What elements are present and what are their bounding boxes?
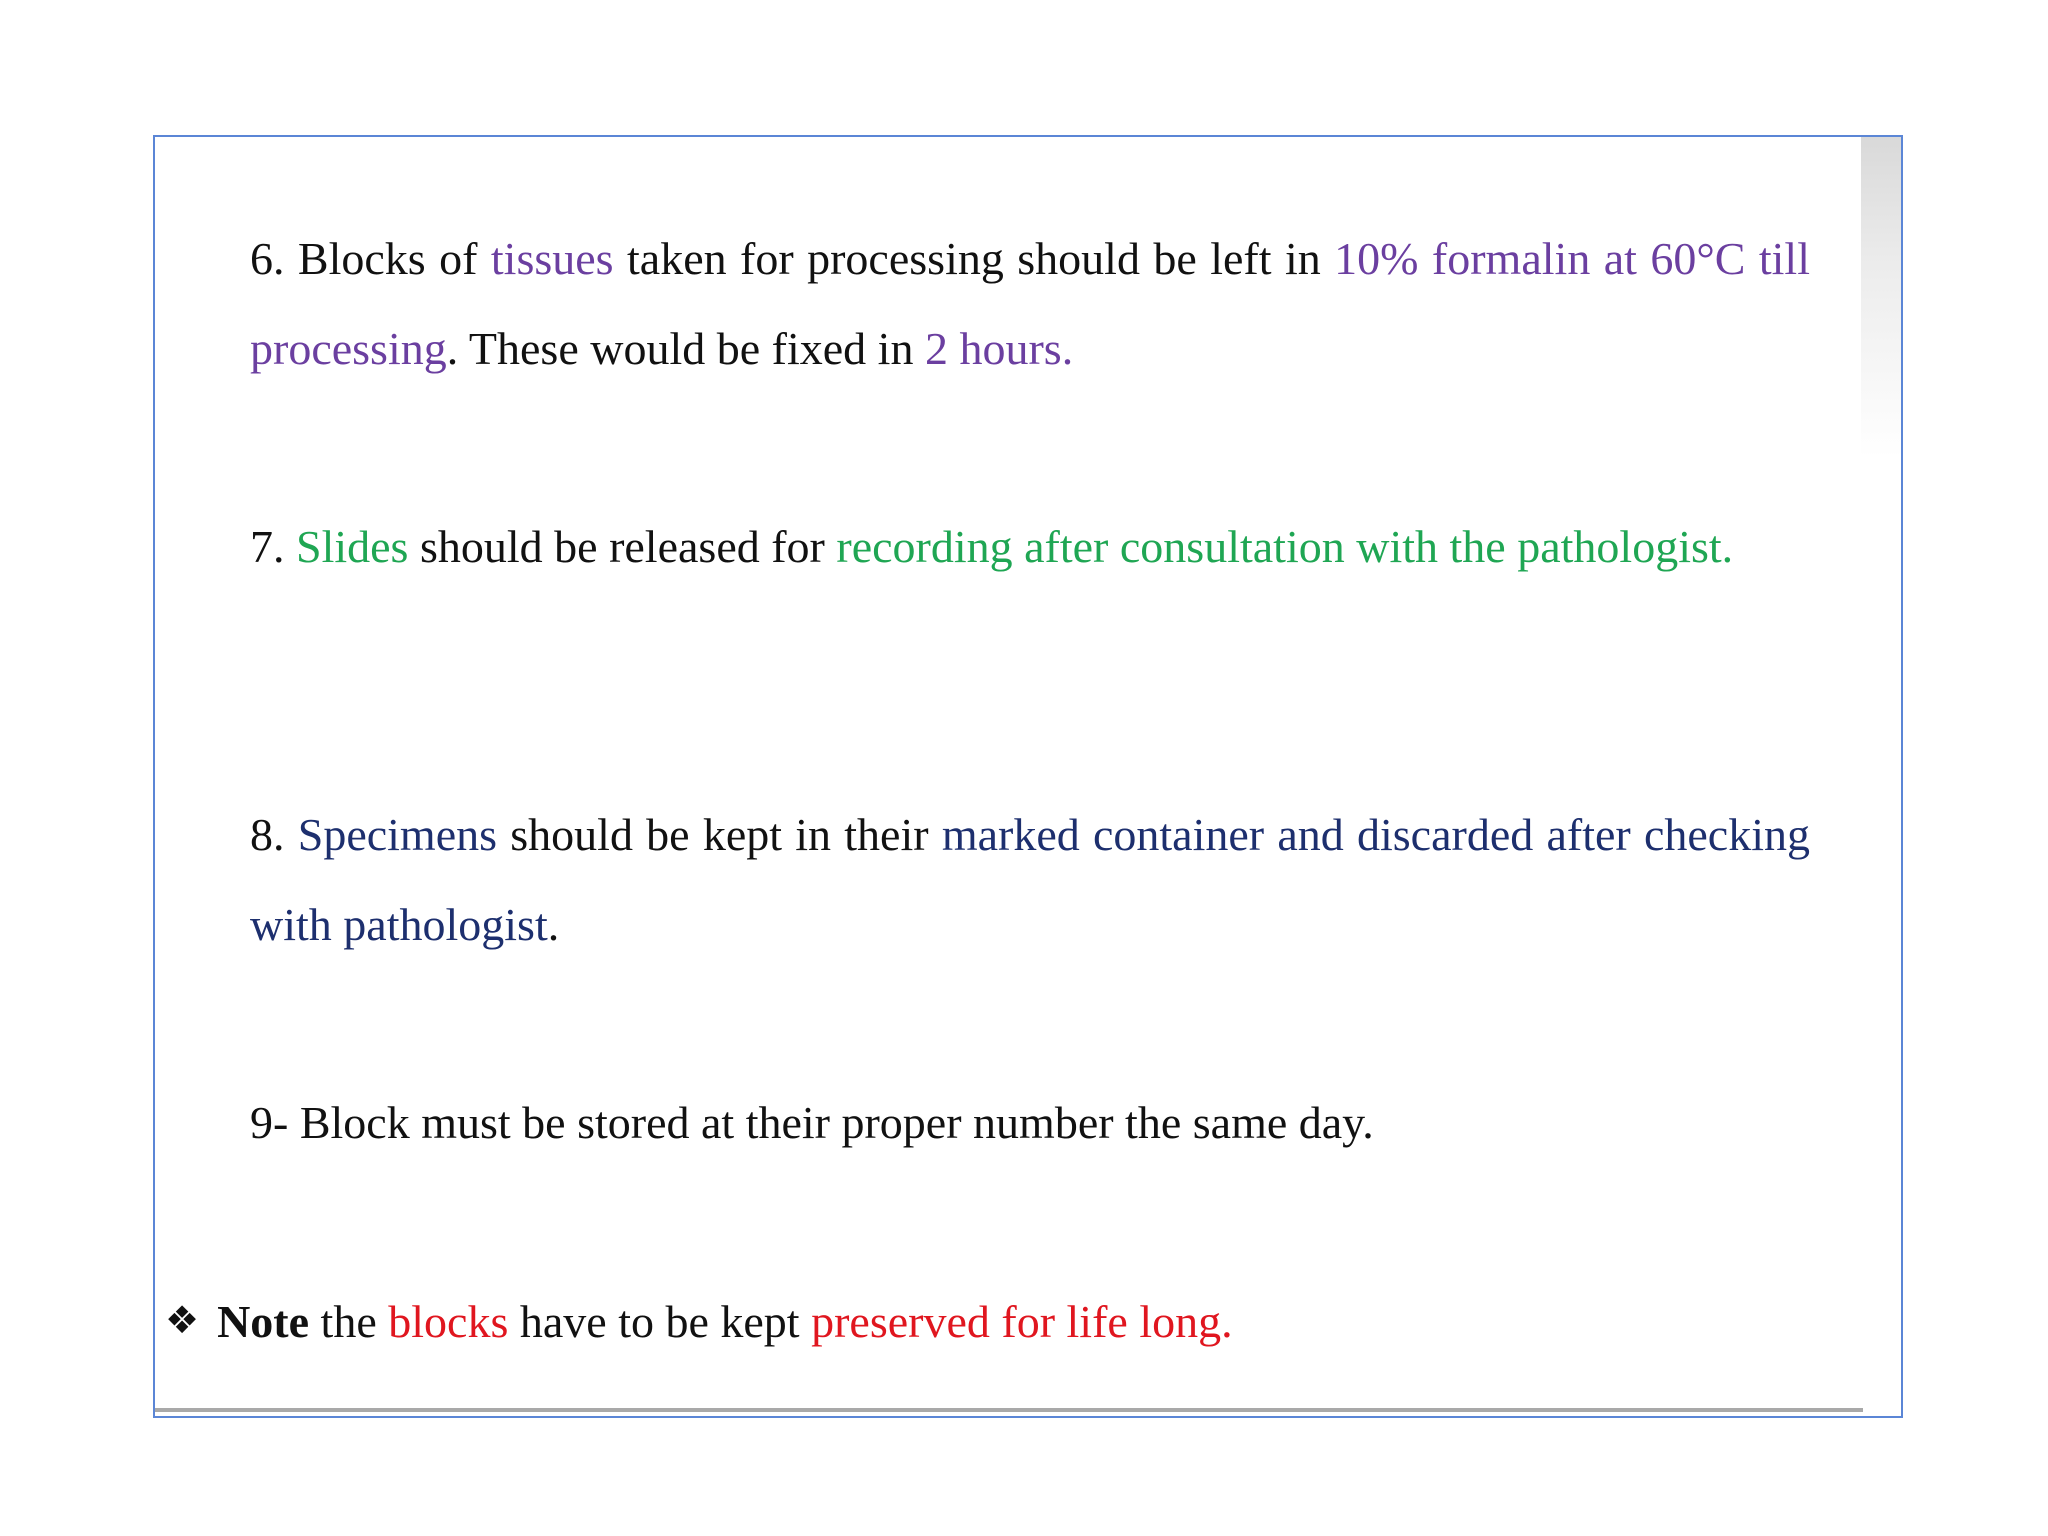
item-7-recording: recording after consultation with the pathologist.	[836, 521, 1734, 572]
frame-shadow-right	[1861, 137, 1901, 457]
item-6-text: taken for processing should be left in	[613, 233, 1335, 284]
paragraph-item-9	[250, 1078, 1810, 1168]
item-8-text: should be kept in their	[497, 809, 942, 860]
note-text-1: the	[309, 1296, 389, 1347]
note-blocks: blocks	[388, 1296, 509, 1347]
note-row	[165, 1275, 1233, 1367]
paragraph-item-7	[250, 502, 1810, 592]
item-6-hours: 2 hours.	[924, 323, 1074, 374]
item-8-specimens: Specimens	[297, 809, 498, 860]
item-7-number: 7.	[250, 521, 296, 572]
item-6-number-text: 6. Blocks of	[250, 233, 491, 284]
item-8-container: marked container and discarded after checking with pathologist	[250, 809, 1810, 950]
item-8-period: .	[547, 899, 560, 950]
note-label: Note	[217, 1296, 310, 1347]
item-6-text-2: . These would be fixed in	[446, 323, 925, 374]
item-7-slides: Slides	[296, 521, 409, 572]
paragraph-item-8	[250, 790, 1810, 970]
frame-shadow-bottom	[155, 1408, 1863, 1412]
paragraph-item-6	[250, 214, 1810, 394]
item-6-formalin: 10% formalin at 60°C till processing	[250, 233, 1810, 374]
item-9-text: 9- Block must be stored at their proper number the same day.	[250, 1097, 1374, 1148]
four-diamond-bullet-icon: ❖	[165, 1298, 200, 1342]
note-text-2: have to be kept	[508, 1296, 812, 1347]
item-7-text: should be released for	[408, 521, 837, 572]
item-6-tissues: tissues	[490, 233, 614, 284]
note-preserved: preserved for life long.	[811, 1296, 1233, 1347]
item-8-number: 8.	[250, 809, 298, 860]
slide-frame	[153, 135, 1903, 1418]
